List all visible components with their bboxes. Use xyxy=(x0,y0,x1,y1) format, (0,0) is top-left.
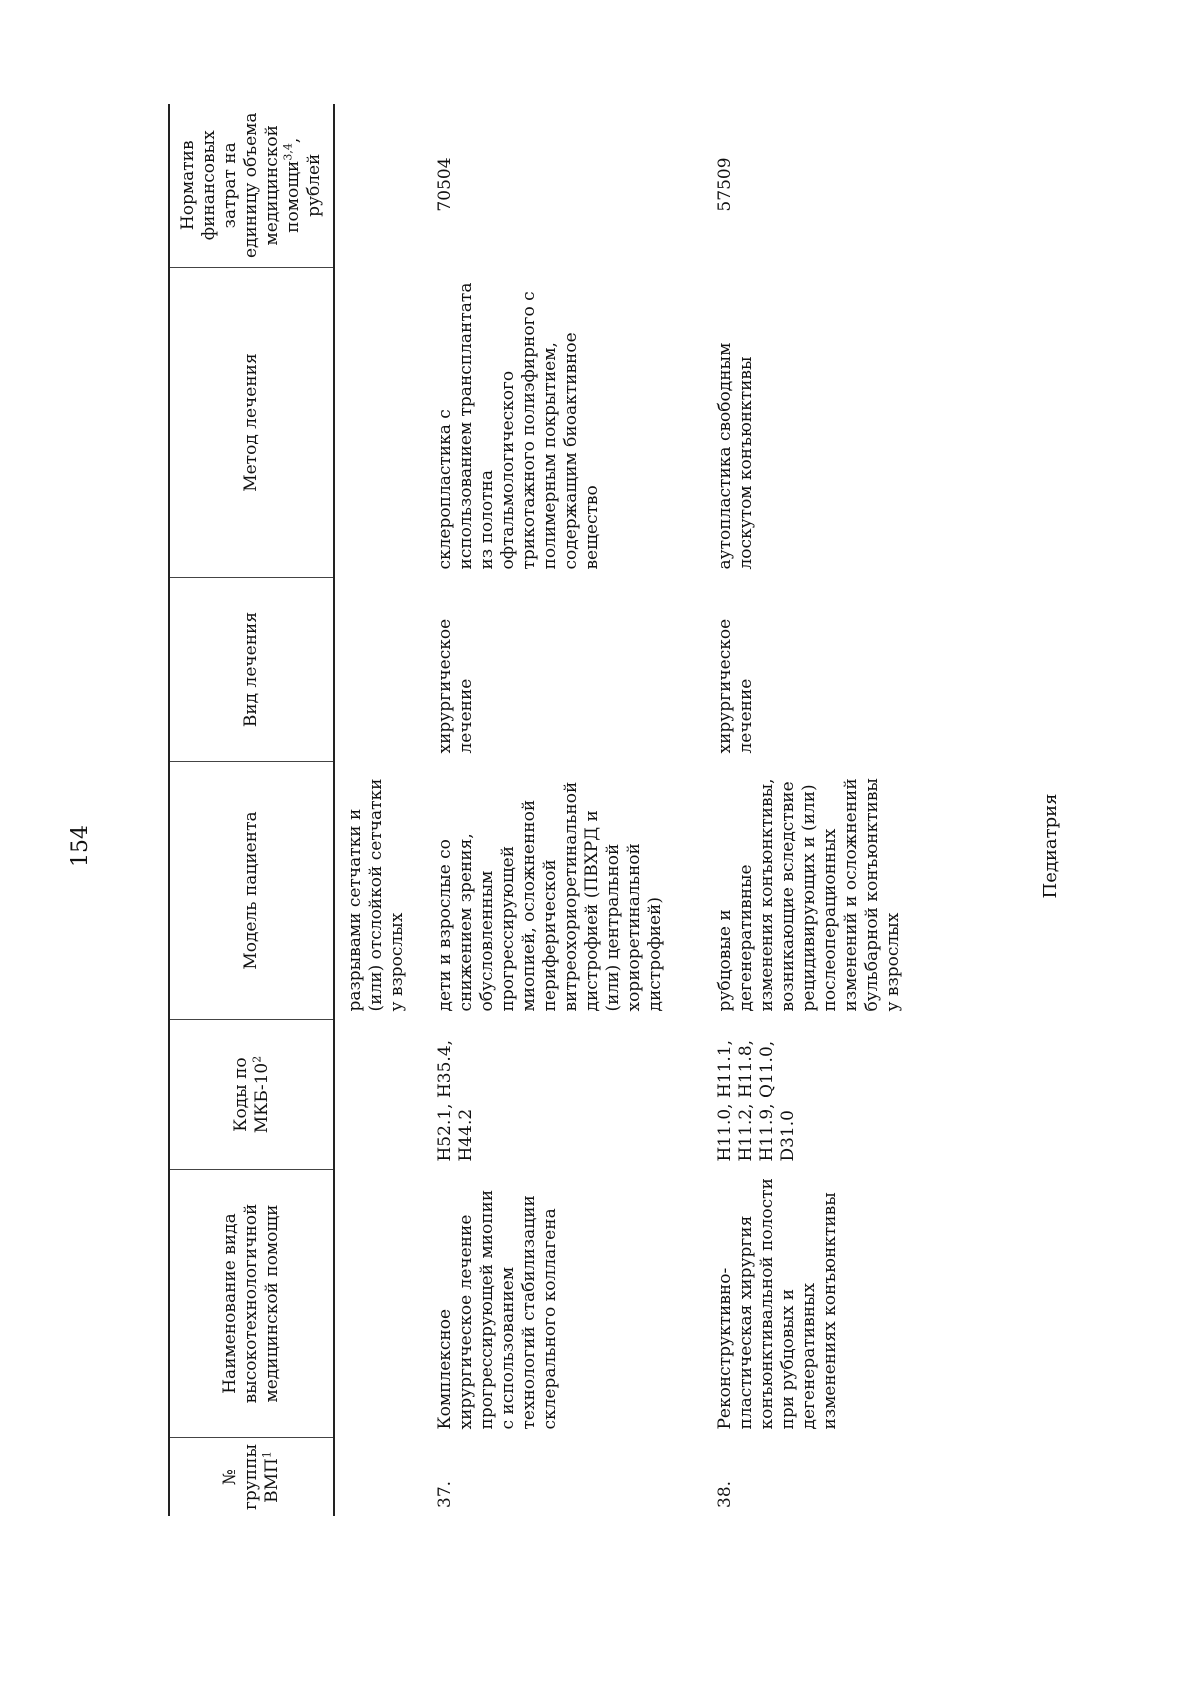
header-method: Метод лечения xyxy=(169,268,334,578)
cell-name xyxy=(334,1170,435,1438)
table-row xyxy=(711,104,915,1516)
cell-cost: 70504 xyxy=(435,157,455,212)
cell-cost: 57509 xyxy=(715,157,735,212)
section-label: Педиатрия xyxy=(1040,793,1061,899)
header-patient-model: Модель пациента xyxy=(169,762,334,1020)
cell-treatment-type: хирургическое лечение xyxy=(715,618,756,754)
table-row xyxy=(334,104,435,1516)
cell-codes: H52.1, H35.4, H44.2 xyxy=(435,1039,476,1162)
cell-treatment-type xyxy=(334,578,435,762)
cell-method: аутопластика свободным лоскутом конъюнктивы xyxy=(715,342,756,570)
cell-method xyxy=(334,268,435,578)
table-header-row xyxy=(169,104,334,1516)
cell-patient-model: рубцовые и дегенеративные изменения конъюнктивы, возникающие вследствие рецидивирующих и (или) послеоперационных изменений и осложнений бульбарной конъюнктивы у взрослых xyxy=(715,778,903,1012)
table-row xyxy=(435,104,711,1516)
header-codes: Коды по МКБ-$10^2$ xyxy=(169,1020,334,1170)
cell-treatment-type: хирургическое лечение xyxy=(435,618,476,754)
cell-codes xyxy=(334,1020,435,1170)
page-number: 154 xyxy=(68,825,93,867)
header-group-no: № группы ВМП$^1$ xyxy=(169,1438,334,1516)
cell-group-no xyxy=(334,1438,435,1516)
cell-name: Реконструктивно-пластическая хирургия конъюнктивальной полости при рубцовых и дегенеративных изменениях конъюнктивы xyxy=(715,1178,840,1430)
cell-patient-model: дети и взрослые со снижением зрения, обусловленным прогрессирующей миопией, осложненной периферической витреохориоретинальной дистрофией (ПВХРД и (или) центральной хориоретинальной дистрофией) xyxy=(435,781,665,1012)
vmp-table xyxy=(168,104,915,1516)
cell-group-no: 37. xyxy=(435,1480,455,1508)
header-treatment-type: Вид лечения xyxy=(169,578,334,762)
cell-method: склеропластика с использованием трансплантата из полотна офтальмологического трикотажного полиэфирного с полимерным покрытием, содержащим биоактивное вещество xyxy=(435,282,602,570)
cell-codes: H11.0, H11.1, H11.2, H11.8, H11.9, Q11.0, D31.0 xyxy=(715,1039,798,1162)
cell-group-no: 38. xyxy=(715,1480,735,1508)
cell-name: Комплексное хирургическое лечение прогрессирующей миопии с использованием технологий стабилизации склерального коллагена xyxy=(435,1189,560,1430)
header-cost: Норматив финансовых затрат на единицу объема медицинской помощи$^{3,4}$, рублей xyxy=(169,104,334,268)
cell-patient-model: разрывами сетчатки и (или) отслойкой сетчатки у взрослых xyxy=(345,778,407,1012)
cell-cost xyxy=(334,104,435,268)
header-name: Наименование вида высокотехнологичной медицинской помощи xyxy=(169,1170,334,1438)
